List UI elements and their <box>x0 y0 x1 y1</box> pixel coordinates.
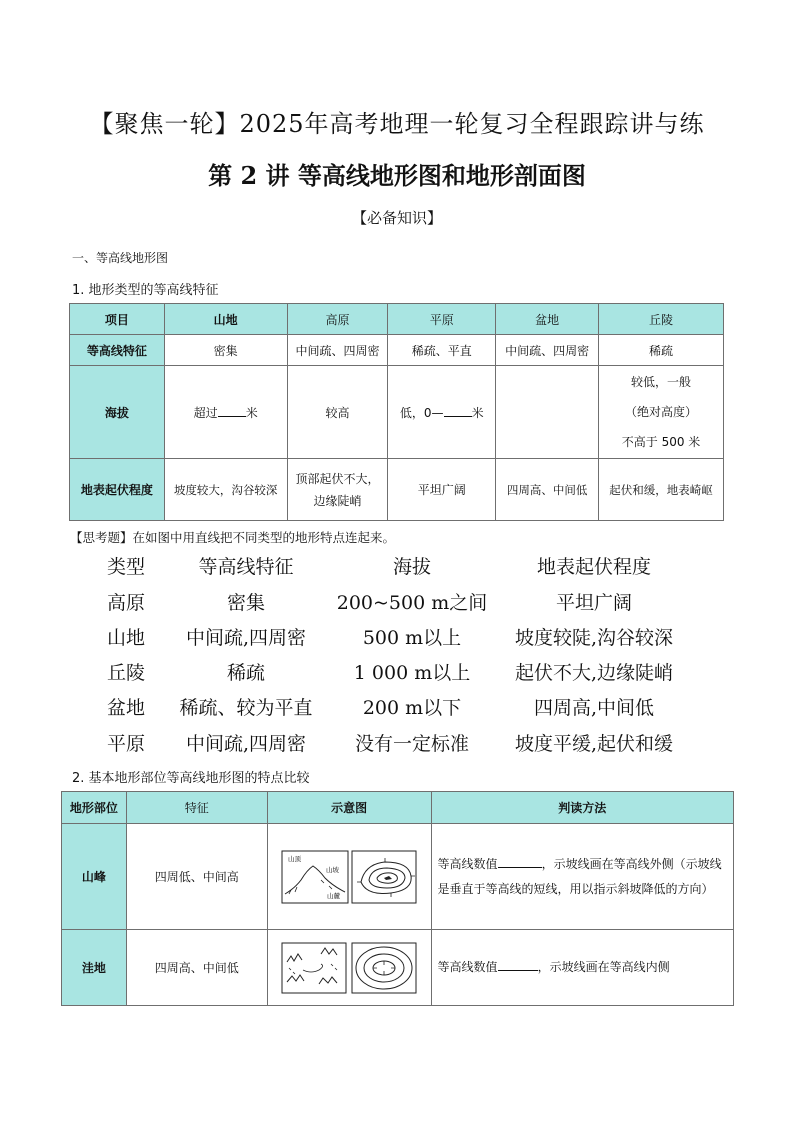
matching-row <box>104 588 724 616</box>
matching-cell: 中间疏,四周密 <box>185 733 307 755</box>
cell-line: （绝对高度） <box>625 405 698 419</box>
table1-header: 山地 <box>164 304 287 335</box>
matching-cell: 200 m以下 <box>362 697 462 719</box>
matching-cell: 密集 <box>226 592 266 614</box>
matching-cell: 丘陵 <box>106 662 146 684</box>
table-cell <box>287 459 388 521</box>
cell-text: 低，0— <box>399 405 444 420</box>
table-cell: 起伏和缓，地表崎岖 <box>599 459 724 521</box>
table-cell: 中间疏、四周密 <box>287 335 388 366</box>
table-cell: 稀疏 <box>599 335 724 366</box>
matching-row <box>104 623 724 651</box>
matching-cell: 山地 <box>106 627 146 649</box>
matching-row <box>104 729 724 757</box>
row-label: 等高线特征 <box>70 335 165 366</box>
table2-header-row <box>62 792 734 824</box>
table-cell: 四周低、中间高 <box>126 824 267 930</box>
table1-header: 平原 <box>388 304 496 335</box>
matching-cell: 盆地 <box>106 697 146 719</box>
matching-cell: 稀疏 <box>226 662 266 684</box>
fill-blank <box>498 856 542 868</box>
fill-blank <box>444 405 472 417</box>
cell-text: 米 <box>471 405 484 420</box>
matching-cell: 平原 <box>106 733 146 755</box>
matching-cell: 500 m以上 <box>362 627 462 649</box>
table-cell: 稀疏、平直 <box>388 335 496 366</box>
table1-header: 项目 <box>70 304 165 335</box>
table-cell: 密集 <box>164 335 287 366</box>
landform-table <box>69 303 724 521</box>
matching-row <box>104 693 724 721</box>
table1-header-row <box>70 304 724 335</box>
matching-cell: 海拔 <box>392 556 432 578</box>
row-label: 洼地 <box>62 930 127 1006</box>
table-cell: 中间疏、四周密 <box>496 335 599 366</box>
table-cell: 四周高、中间低 <box>126 930 267 1006</box>
method-text: 等高线数值 <box>437 960 498 974</box>
table1-header: 高原 <box>287 304 388 335</box>
table2-header: 特征 <box>126 792 267 824</box>
table-row <box>70 335 724 366</box>
cell-line: 边缘陡峭 <box>313 493 362 508</box>
table-cell: 较高 <box>287 366 388 459</box>
matching-cell: 高原 <box>106 592 146 614</box>
cell-line: 较低，一般 <box>631 375 692 389</box>
table-cell <box>431 930 733 1006</box>
table-cell: 坡度较大，沟谷较深 <box>164 459 287 521</box>
cell-text: 超过 <box>193 405 218 420</box>
cell-line: 不高于 500 米 <box>621 435 701 449</box>
method-text: ，示坡线画在等高线外侧（示坡线是垂直于等高线的短线，用以指示斜坡降低的方向） <box>437 856 722 896</box>
think-tag: 【思考题】 <box>70 530 133 545</box>
fill-blank <box>218 405 246 417</box>
think-question <box>70 528 395 546</box>
table-row <box>70 459 724 521</box>
matching-row <box>104 552 724 580</box>
table-cell <box>496 366 599 459</box>
matching-cell: 类型 <box>106 556 146 578</box>
lesson-title: 第 2 讲 等高线地形图和地形剖面图 <box>208 161 586 190</box>
diagram-label: 山坡 <box>326 865 340 874</box>
table-cell: 四周高、中间低 <box>496 459 599 521</box>
section2-sub2: 2. 基本地形部位等高线地形图的特点比较 <box>72 771 310 786</box>
table1-header: 丘陵 <box>599 304 724 335</box>
method-text: ，示坡线画在等高线内侧 <box>537 960 670 974</box>
depression-diagram <box>281 942 417 994</box>
matching-cell: 起伏不大,边缘陡峭 <box>514 662 674 684</box>
table-cell <box>388 366 496 459</box>
subsection-title: 【必备知识】 <box>351 209 442 227</box>
section1-heading: 一、等高线地形图 <box>72 251 169 265</box>
think-text: 在如图中用直线把不同类型的地形特点连起来。 <box>132 530 396 545</box>
row-label: 海拔 <box>70 366 165 459</box>
matching-cell: 等高线特征 <box>198 556 294 578</box>
table-row <box>62 930 734 1006</box>
matching-cell: 稀疏、较为平直 <box>179 697 313 719</box>
diagram-label: 山顶 <box>288 854 302 863</box>
table-cell <box>267 930 431 1006</box>
terrain-part-table <box>61 791 734 1006</box>
document-title: 【聚焦一轮】2025年高考地理一轮复习全程跟踪讲与练 <box>89 110 705 138</box>
table-row <box>70 366 724 459</box>
table-cell <box>599 366 724 459</box>
row-label: 山峰 <box>62 824 127 930</box>
matching-cell: 1 000 m以上 <box>353 662 471 684</box>
table2-header: 地形部位 <box>62 792 127 824</box>
section1-sub1: 1. 地形类型的等高线特征 <box>72 283 219 298</box>
matching-cell: 平坦广阔 <box>555 592 633 614</box>
matching-cell: 坡度较陡,沟谷较深 <box>514 627 674 649</box>
matching-row <box>104 658 724 686</box>
matching-cell: 四周高,中间低 <box>533 697 655 719</box>
diagram-label: 山麓 <box>327 891 341 900</box>
matching-cell: 没有一定标准 <box>354 733 470 755</box>
table2-header: 判读方法 <box>431 792 733 824</box>
peak-diagram <box>281 850 417 904</box>
table1-header: 盆地 <box>496 304 599 335</box>
matching-cell: 地表起伏程度 <box>536 556 652 578</box>
table-cell <box>267 824 431 930</box>
table-cell <box>431 824 733 930</box>
table2-header: 示意图 <box>267 792 431 824</box>
matching-cell: 200~500 m之间 <box>336 592 488 614</box>
cell-line: 顶部起伏不大， <box>295 471 380 486</box>
fill-blank <box>498 959 538 971</box>
method-text: 等高线数值 <box>437 856 498 871</box>
table-row <box>62 824 734 930</box>
table-cell <box>164 366 287 459</box>
matching-cell: 中间疏,四周密 <box>185 627 307 649</box>
cell-text: 米 <box>245 405 258 420</box>
matching-cell: 坡度平缓,起伏和缓 <box>514 733 674 755</box>
table-cell: 平坦广阔 <box>388 459 496 521</box>
row-label: 地表起伏程度 <box>70 459 165 521</box>
